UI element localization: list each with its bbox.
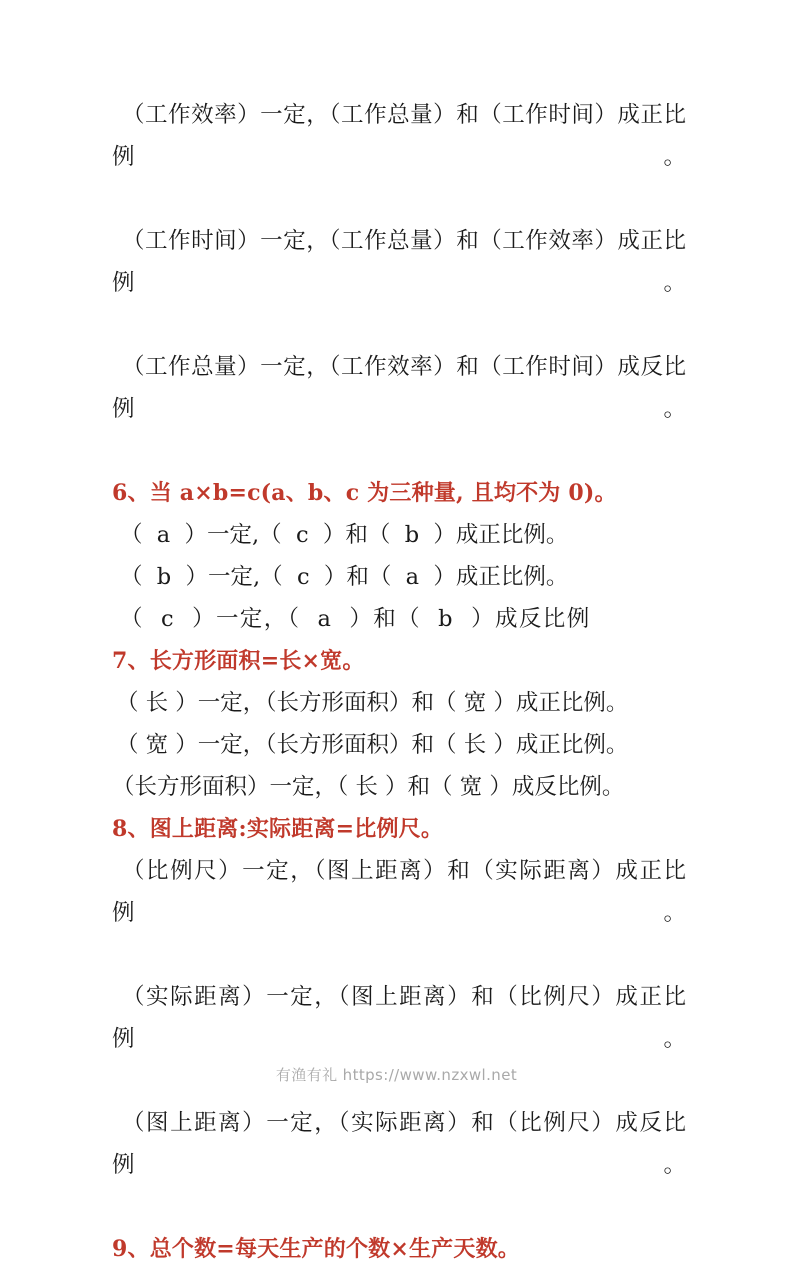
carryover-block	[112, 94, 686, 472]
item-8-line-1: （比例尺）一定，（图上距离）和（实际距离）成正比例。	[112, 858, 686, 926]
item-8-line-3: （图上距离）一定，（实际距离）和（比例尺）成反比例。	[112, 1110, 686, 1178]
item-9-heading: 9、总个数=每天生产的个数×生产天数。	[112, 1236, 520, 1262]
item-7-heading: 7、长方形面积=长×宽。	[112, 648, 365, 674]
item-9-block	[112, 1228, 686, 1270]
item-7-block	[112, 640, 686, 808]
item-8-heading: 8、图上距离:实际距离=比例尺。	[112, 816, 444, 842]
item-6-line-2: （ b ）一定,（ c ）和（ a ）成正比例。	[120, 564, 569, 590]
item-8-line-2: （实际距离）一定，（图上距离）和（比例尺）成正比例。	[112, 984, 686, 1052]
item-8-block	[112, 808, 686, 1228]
item-6-line-1: （ a ）一定,（ c ）和（ b ）成正比例。	[120, 522, 569, 548]
carryover-paragraph-2: （工作时间）一定，（工作总量）和（工作效率）成正比例。	[112, 228, 686, 296]
item-6-heading: 6、当 a×b=c(a、b、c 为三种量, 且均不为 0)。	[112, 480, 617, 506]
item-6-line-3: （ c ）一定，（ a ）和（ b ）成反比例	[120, 606, 591, 632]
item-6-block	[112, 472, 686, 640]
carryover-paragraph-3: （工作总量）一定，（工作效率）和（工作时间）成反比例。	[112, 354, 686, 422]
item-7-line-3: （长方形面积）一定，（ 长 ）和（ 宽 ）成反比例。	[112, 774, 625, 800]
carryover-paragraph-1: （工作效率）一定，（工作总量）和（工作时间）成正比例。	[112, 102, 686, 170]
document-content	[112, 94, 686, 1270]
page-watermark: 有渔有礼 https://www.nzxwl.net	[275, 1066, 518, 1084]
item-7-line-2: （ 宽 ）一定，（长方形面积）和（ 长 ）成正比例。	[116, 732, 629, 758]
item-7-line-1: （ 长 ）一定，（长方形面积）和（ 宽 ）成正比例。	[116, 690, 629, 716]
